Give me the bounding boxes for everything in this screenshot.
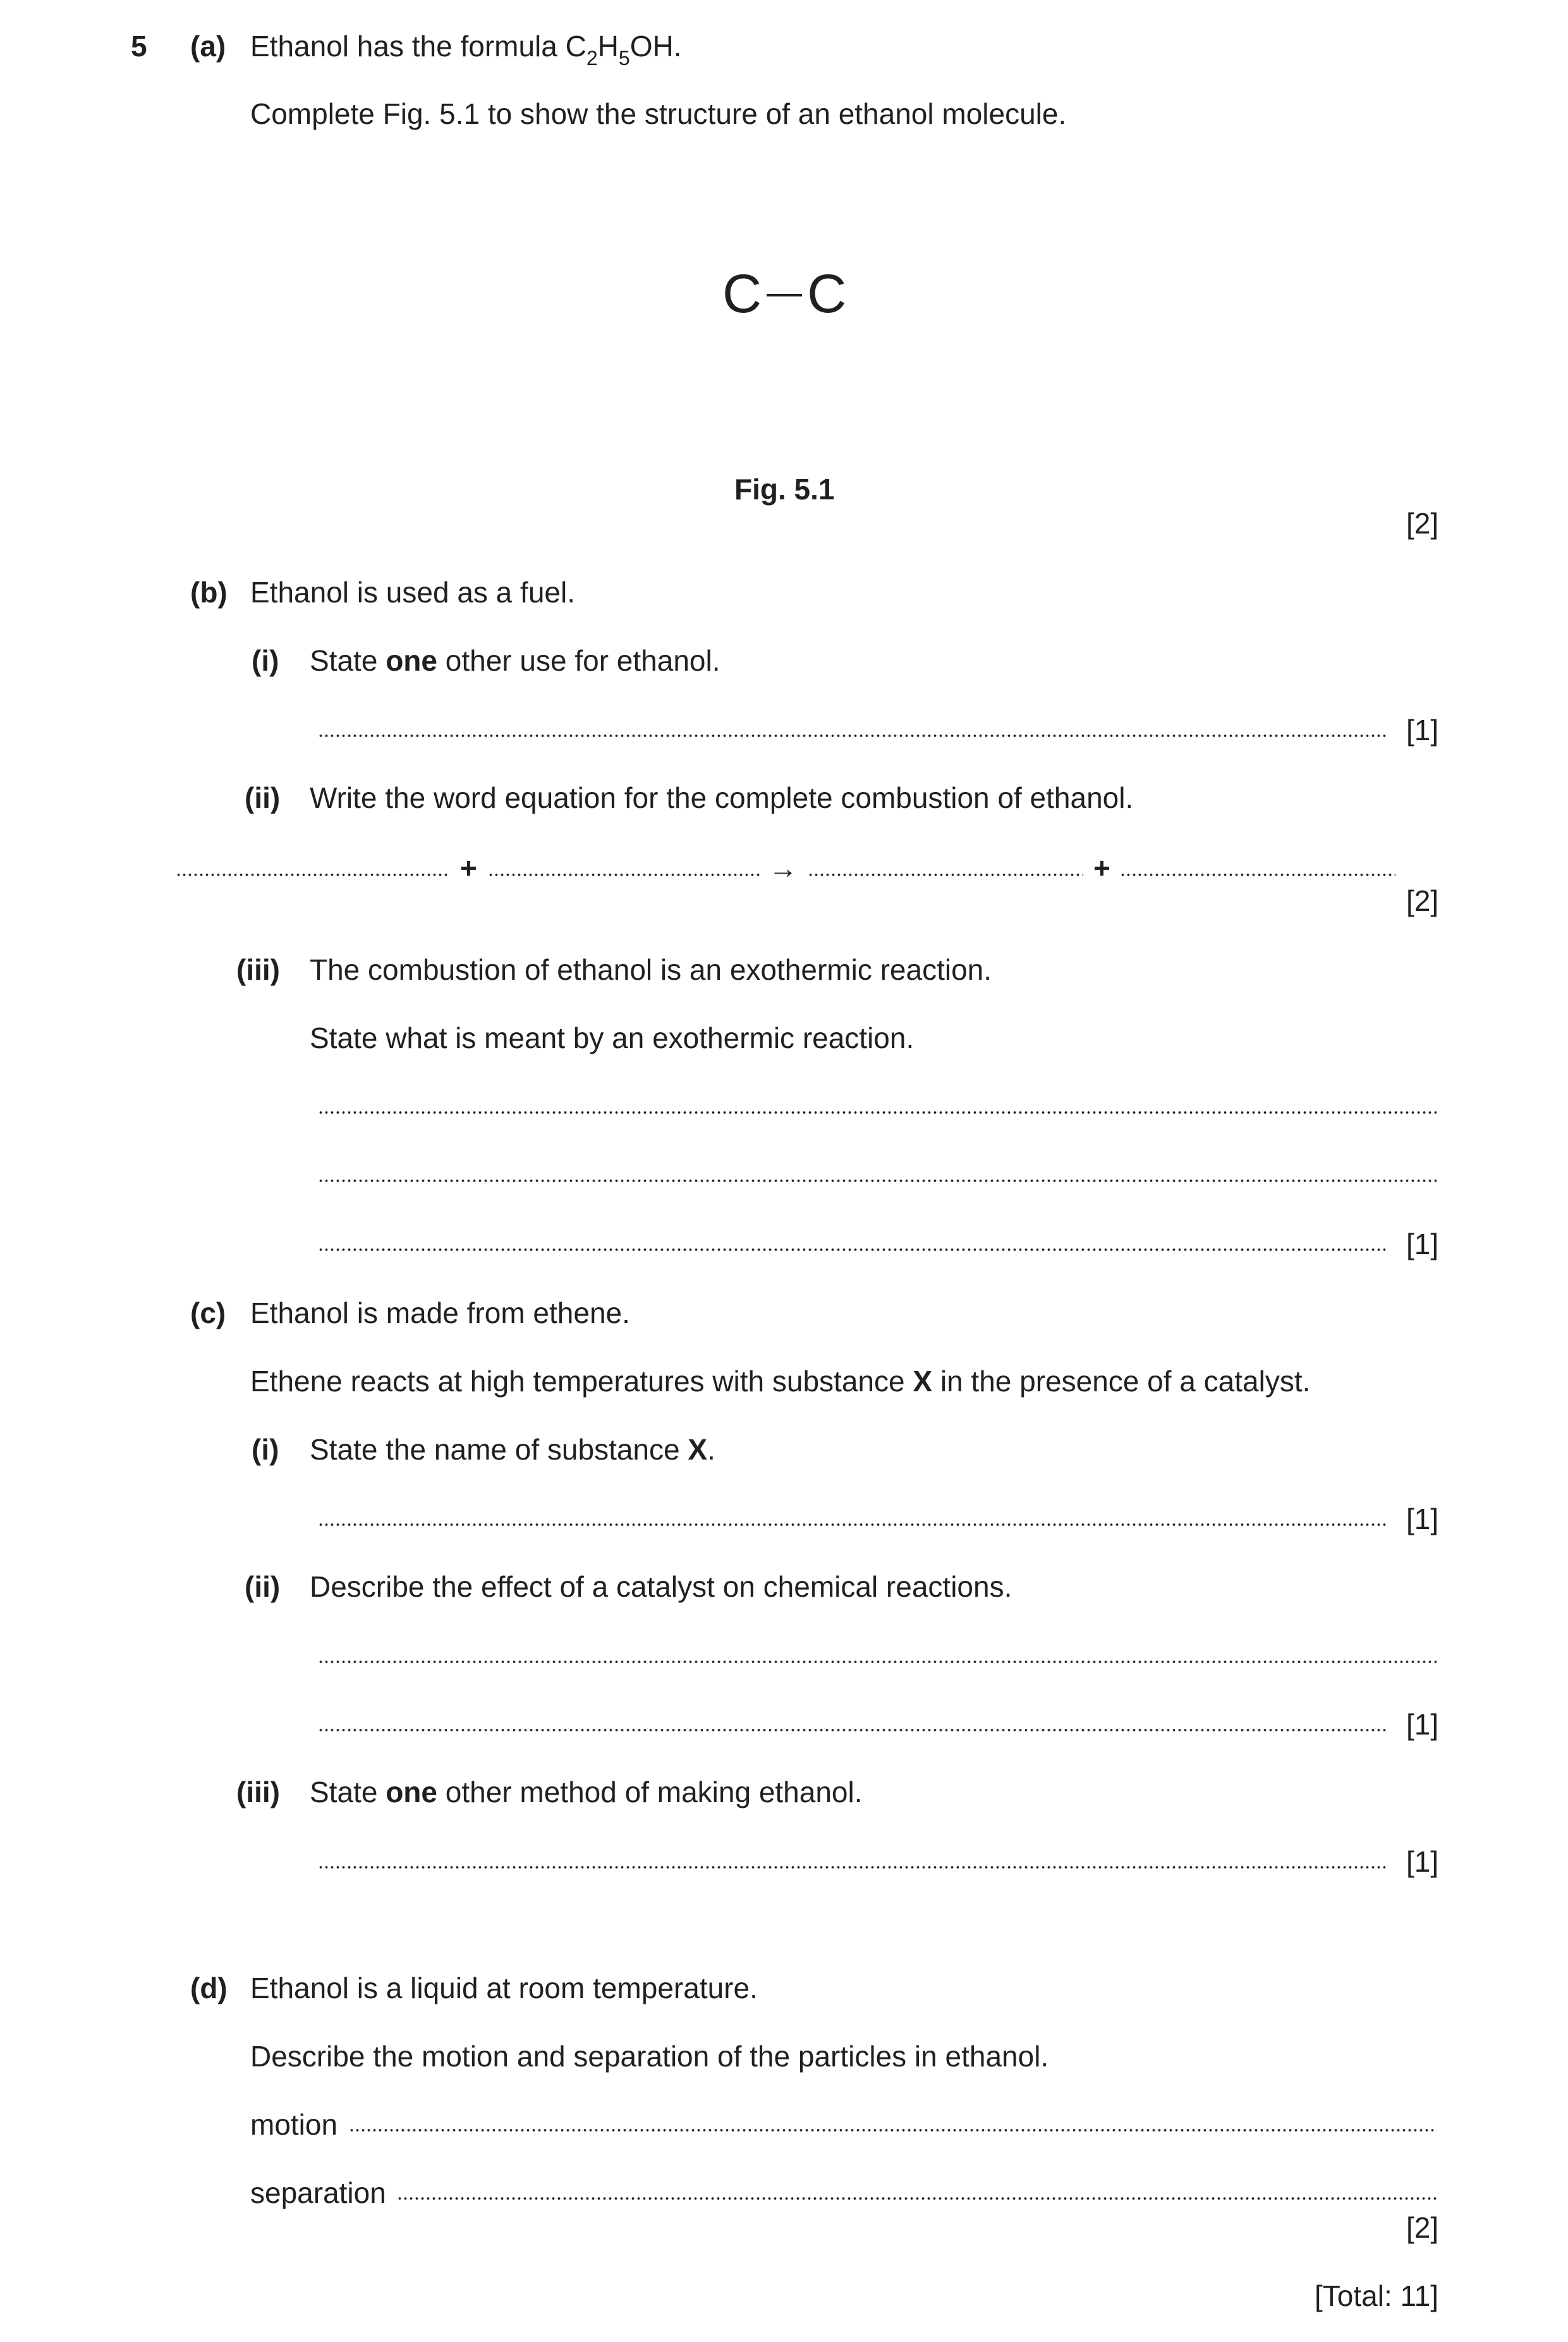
- answer-line-c-ii-1[interactable]: [318, 1659, 1437, 1664]
- equation-reactant-1[interactable]: [176, 872, 449, 877]
- answer-line-c-i[interactable]: [318, 1522, 1387, 1527]
- answer-line-c-ii-2[interactable]: [318, 1728, 1387, 1733]
- figure-caption: Fig. 5.1: [734, 473, 835, 506]
- part-b-stem: Ethanol is used as a fuel.: [250, 576, 575, 609]
- part-d-instruction: Describe the motion and separation of the particles in ethanol.: [250, 2040, 1049, 2073]
- formula-h: H: [597, 30, 619, 63]
- answer-line-separation[interactable]: [397, 2196, 1437, 2201]
- answer-line-motion[interactable]: [349, 2128, 1437, 2133]
- part-c-ii-label: (ii): [245, 1570, 281, 1603]
- part-c-label: (c): [190, 1296, 226, 1329]
- equation-arrow: →: [769, 851, 798, 884]
- equation-plus-1: +: [460, 851, 477, 884]
- part-b-ii-text: Write the word equation for the complete combustion of ethanol.: [310, 781, 1134, 814]
- part-d-marks: [2]: [1406, 2211, 1439, 2244]
- part-c-iii-text: State one other method of making ethanol.: [310, 1776, 863, 1808]
- formula-subscript-5: 5: [618, 47, 630, 70]
- total-marks: [Total: 11]: [1315, 2279, 1439, 2312]
- motion-label: motion: [250, 2108, 338, 2141]
- part-b-ii-marks: [2]: [1406, 884, 1439, 917]
- carbon-atom-1: C: [722, 264, 762, 324]
- formula-suffix: OH.: [629, 30, 682, 63]
- part-c-iii-label: (iii): [236, 1776, 280, 1808]
- part-b-ii-label: (ii): [245, 781, 281, 814]
- part-b-iii-text-2: State what is meant by an exothermic reaction.: [310, 1022, 915, 1054]
- part-a-instruction: Complete Fig. 5.1 to show the structure of an ethanol molecule.: [250, 97, 1067, 130]
- part-d-label: (d): [190, 1972, 228, 2004]
- part-b-i-label: (i): [252, 644, 279, 677]
- part-a-marks: [2]: [1406, 507, 1439, 540]
- part-b-i-text: State one other use for ethanol.: [310, 644, 720, 677]
- part-b-iii-marks: [1]: [1406, 1228, 1439, 1260]
- answer-line-b-iii-1[interactable]: [318, 1110, 1437, 1115]
- part-c-i-marks: [1]: [1406, 1503, 1439, 1535]
- part-c-iii-marks: [1]: [1406, 1845, 1439, 1878]
- part-b-i-marks: [1]: [1406, 714, 1439, 747]
- answer-line-b-i[interactable]: [318, 733, 1387, 738]
- molecule-fragment[interactable]: [722, 264, 847, 324]
- separation-label: separation: [250, 2176, 386, 2209]
- equation-plus-2: +: [1093, 851, 1110, 884]
- part-a-label: (a): [190, 30, 226, 63]
- equation-product-1[interactable]: [808, 872, 1083, 877]
- answer-line-b-iii-2[interactable]: [318, 1178, 1437, 1183]
- part-c-i-label: (i): [252, 1433, 279, 1466]
- part-c-stem-2: Ethene reacts at high temperatures with substance X in the presence of a catalyst.: [250, 1365, 1311, 1398]
- part-b-iii-text-1: The combustion of ethanol is an exothermic reaction.: [310, 953, 992, 986]
- part-c-ii-text: Describe the effect of a catalyst on chemical reactions.: [310, 1570, 1012, 1603]
- formula-subscript-2: 2: [586, 47, 598, 70]
- part-c-stem: Ethanol is made from ethene.: [250, 1296, 630, 1329]
- equation-reactant-2[interactable]: [488, 872, 762, 877]
- formula-prefix: Ethanol has the formula C: [250, 30, 586, 63]
- part-b-label: (b): [190, 576, 228, 609]
- part-c-i-text: State the name of substance X.: [310, 1433, 715, 1466]
- part-d-stem: Ethanol is a liquid at room temperature.: [250, 1972, 758, 2004]
- answer-line-b-iii-3[interactable]: [318, 1247, 1387, 1252]
- carbon-atom-2: C: [807, 264, 847, 324]
- part-a-stem: [250, 30, 682, 70]
- single-bond: [767, 294, 802, 296]
- answer-line-c-iii[interactable]: [318, 1865, 1387, 1870]
- part-c-ii-marks: [1]: [1406, 1708, 1439, 1741]
- part-b-iii-label: (iii): [236, 953, 280, 986]
- equation-product-2[interactable]: [1120, 872, 1395, 877]
- question-number: 5: [131, 30, 147, 63]
